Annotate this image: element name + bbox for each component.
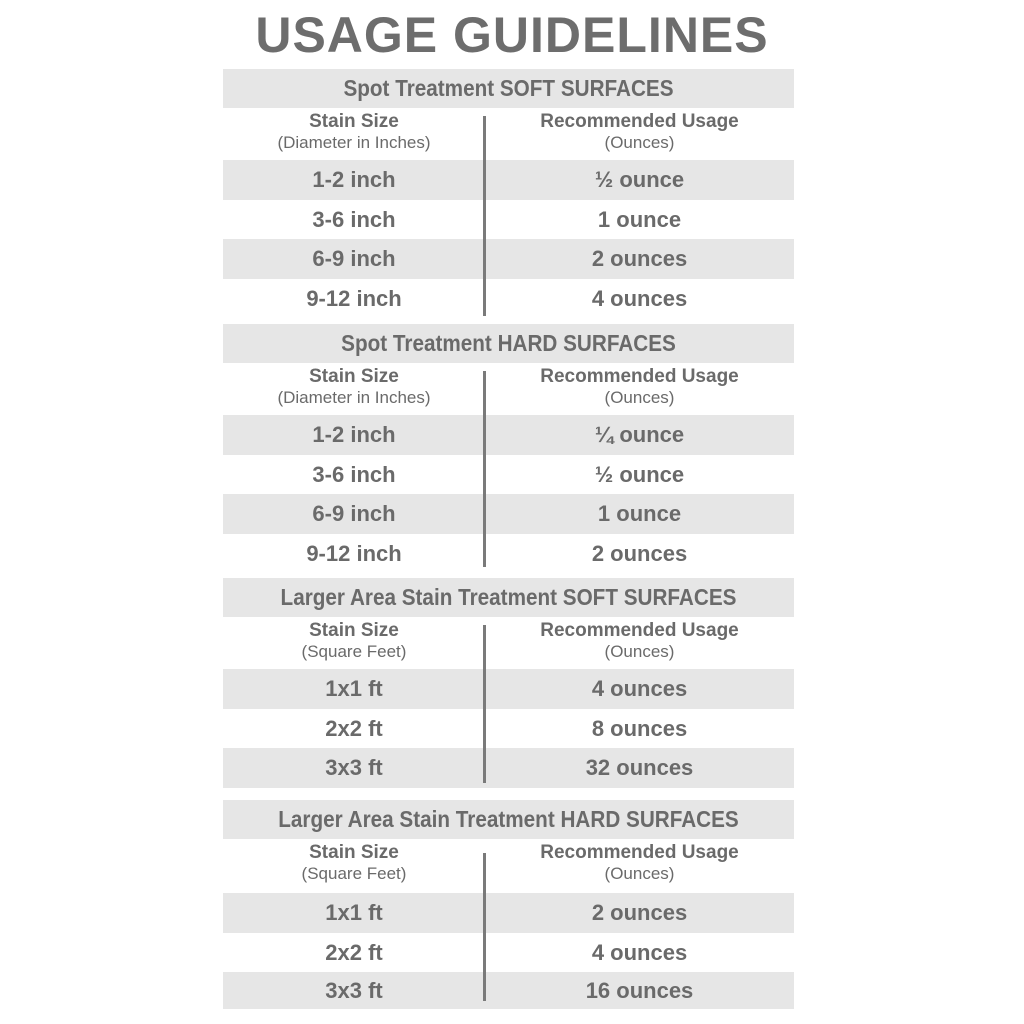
usage-cell: 2 ounces bbox=[591, 540, 688, 566]
page-title: USAGE GUIDELINES bbox=[255, 7, 769, 63]
section-spot-hard bbox=[223, 324, 794, 573]
stain-size-cell: 2x2 ft bbox=[325, 715, 383, 741]
section-heading: Spot Treatment HARD SURFACES bbox=[252, 324, 766, 363]
column-headers bbox=[223, 363, 794, 415]
usage-table bbox=[223, 617, 794, 788]
usage-unit: (Ounces) bbox=[604, 864, 675, 883]
stain-size-unit: (Diameter in Inches) bbox=[277, 133, 431, 152]
stain-size-cell: 3-6 inch bbox=[312, 461, 396, 487]
usage-table bbox=[223, 108, 794, 318]
table-row bbox=[223, 534, 794, 574]
stain-size-cell: 6-9 inch bbox=[312, 501, 396, 526]
section-spot-soft bbox=[223, 69, 794, 318]
section-heading: Larger Area Stain Treatment HARD SURFACES bbox=[252, 800, 766, 839]
usage-cell: 32 ounces bbox=[585, 755, 694, 780]
table-row bbox=[223, 160, 794, 200]
usage-cell: ½ ounce bbox=[594, 461, 685, 487]
usage-header: Recommended Usage bbox=[540, 620, 739, 641]
section-large-hard bbox=[223, 800, 794, 1009]
table-row bbox=[223, 709, 794, 749]
stain-size-unit: (Diameter in Inches) bbox=[277, 388, 431, 407]
stain-size-cell: 1x1 ft bbox=[325, 900, 383, 925]
usage-cell: 1 ounce bbox=[597, 206, 682, 232]
table-row bbox=[223, 415, 794, 455]
stain-size-cell: 1-2 inch bbox=[312, 422, 396, 447]
section-heading: Larger Area Stain Treatment SOFT SURFACES bbox=[252, 578, 766, 617]
section-large-soft bbox=[223, 578, 794, 788]
usage-unit: (Ounces) bbox=[604, 388, 675, 407]
usage-cell: ½ ounce bbox=[594, 167, 685, 192]
column-divider bbox=[483, 625, 486, 783]
usage-unit: (Ounces) bbox=[604, 642, 675, 661]
usage-cell: ¼ ounce bbox=[594, 422, 685, 447]
table-row bbox=[223, 972, 794, 1009]
table-row bbox=[223, 200, 794, 240]
column-divider bbox=[483, 853, 486, 1001]
stain-size-cell: 3x3 ft bbox=[325, 978, 383, 1003]
table-row bbox=[223, 748, 794, 788]
usage-cell: 4 ounces bbox=[591, 676, 688, 701]
table-row bbox=[223, 669, 794, 709]
usage-header: Recommended Usage bbox=[540, 111, 739, 132]
table-row bbox=[223, 494, 794, 534]
table-row bbox=[223, 933, 794, 973]
column-headers bbox=[223, 617, 794, 669]
column-divider bbox=[483, 371, 486, 567]
stain-size-cell: 1x1 ft bbox=[325, 676, 383, 701]
table-row bbox=[223, 239, 794, 279]
table-row bbox=[223, 279, 794, 319]
stain-size-header: Stain Size bbox=[309, 620, 399, 641]
stain-size-header: Stain Size bbox=[309, 111, 399, 132]
stain-size-cell: 2x2 ft bbox=[325, 939, 383, 965]
usage-cell: 4 ounces bbox=[591, 285, 688, 311]
column-headers bbox=[223, 108, 794, 160]
column-divider bbox=[483, 116, 486, 316]
usage-cell: 4 ounces bbox=[591, 939, 688, 965]
stain-size-cell: 9-12 inch bbox=[306, 285, 402, 311]
section-heading: Spot Treatment SOFT SURFACES bbox=[252, 69, 766, 108]
usage-header: Recommended Usage bbox=[540, 366, 739, 387]
usage-cell: 2 ounces bbox=[591, 900, 688, 925]
table-row bbox=[223, 893, 794, 933]
usage-cell: 1 ounce bbox=[597, 501, 682, 526]
usage-header: Recommended Usage bbox=[540, 842, 739, 863]
stain-size-cell: 9-12 inch bbox=[306, 540, 402, 566]
usage-table bbox=[223, 839, 794, 1009]
column-headers bbox=[223, 839, 794, 893]
stain-size-cell: 1-2 inch bbox=[312, 167, 396, 192]
stain-size-cell: 3x3 ft bbox=[325, 755, 383, 780]
usage-cell: 8 ounces bbox=[591, 715, 688, 741]
usage-table bbox=[223, 363, 794, 573]
table-row bbox=[223, 455, 794, 495]
stain-size-cell: 6-9 inch bbox=[312, 246, 396, 271]
stain-size-cell: 3-6 inch bbox=[312, 206, 396, 232]
stain-size-header: Stain Size bbox=[309, 842, 399, 863]
usage-unit: (Ounces) bbox=[604, 133, 675, 152]
usage-cell: 2 ounces bbox=[591, 246, 688, 271]
stain-size-unit: (Square Feet) bbox=[301, 642, 407, 661]
usage-cell: 16 ounces bbox=[585, 978, 694, 1003]
stain-size-unit: (Square Feet) bbox=[301, 864, 407, 883]
stain-size-header: Stain Size bbox=[309, 366, 399, 387]
